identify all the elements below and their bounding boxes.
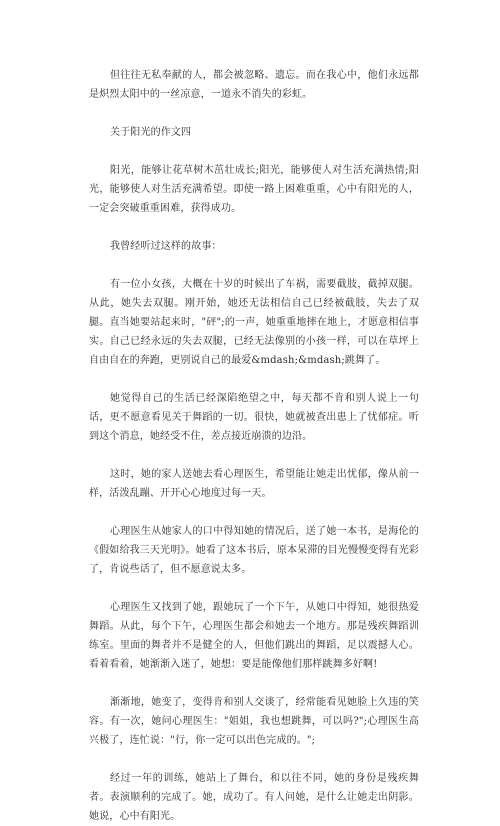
paragraph-gap	[89, 674, 419, 693]
paragraph-3: 阳光，能够让花草树木茁壮成长;阳光，能够使人对生活充满热情;阳光，能够使人对生活充满希望。即使一路上困难重重，心中有阳光的人，一定会突破重重困难，获得成功。	[89, 165, 419, 214]
paragraph-6: 她觉得自己的生活已经深陷绝望之中，每天都不肯和别人说上一句话，更不愿意看见关于舞蹈的一切。很快，她就被查出患上了忧郁症。听到这个消息，她经受不住，差点接近崩溃的边沿。	[89, 393, 419, 442]
paragraph-gap	[89, 579, 419, 598]
paragraph-gap	[89, 104, 419, 123]
paragraph-gap	[89, 256, 419, 275]
paragraph-gap	[89, 446, 419, 465]
paragraph-9: 心理医生又找到了她，跟她玩了一个下午，从她口中得知，她很热爱舞蹈。从此，每个下午，心理医生都会和她去一个地方。那是残疾舞蹈训练室。里面的舞者并不是健全的人，但他们跳出的舞蹈，足以震撼人心。看着看着，她渐渐入迷了，她想：要是能像他们那样跳舞多好啊!	[89, 602, 419, 670]
section-heading: 关于阳光的作文四	[110, 127, 192, 138]
paragraph-5: 有一位小女孩，大概在十岁的时候出了车祸，需要截肢，截掉双腿。从此，她失去双腿。刚开始，她还无法相信自己已经被截肢，失去了双腿。直当她要站起来时，"砰";的一声，她重重地摔在地上，才愿意相信事实。自己已经永远的失去双腿，已经无法像别的小孩一样，可以在草坪上自由自在的奔跑，更别说自己的最爱&mdash;&mdash;跳舞了。	[89, 279, 419, 366]
paragraph-1: 但往往无私奉献的人，都会被忽略、遗忘。而在我心中，他们永远都是炽烈太阳中的一丝凉意，一道永不消失的彩虹。	[89, 70, 419, 100]
paragraph-7: 这时，她的家人送她去看心理医生，希望能让她走出忧郁，像从前一样，活泼乱蹦、开开心心地度过每一天。	[89, 469, 419, 499]
paragraph-8: 心理医生从她家人的口中得知她的情况后，送了她一本书，是海伦的《假如给我三天光明》。她看了这本书后，原本呆滞的目光慢慢变得有光彩了，肯说些话了，但不愿意说太多。	[89, 526, 419, 575]
paragraph-gap	[89, 503, 419, 522]
document-body	[89, 66, 419, 826]
paragraph-gap	[89, 218, 419, 237]
paragraph-10: 渐渐地，她变了，变得肯和别人交谈了，经常能看见她脸上久违的笑容。有一次，她问心理医生："姐姐，我也想跳舞，可以吗?";心理医生高兴极了，连忙说："行，你一定可以出色完成的。";	[89, 697, 419, 746]
paragraph-gap	[89, 750, 419, 769]
paragraph-gap	[89, 370, 419, 389]
paragraph-11: 经过一年的训练，她站上了舞台，和以往不同，她的身份是残疾舞者。表演顺利的完成了。她，成功了。有人问她，是什么让她走出阴影。她说，心中有阳光。	[89, 773, 419, 822]
paragraph-4: 我曾经听过这样的故事：	[110, 241, 222, 252]
paragraph-gap	[89, 142, 419, 161]
